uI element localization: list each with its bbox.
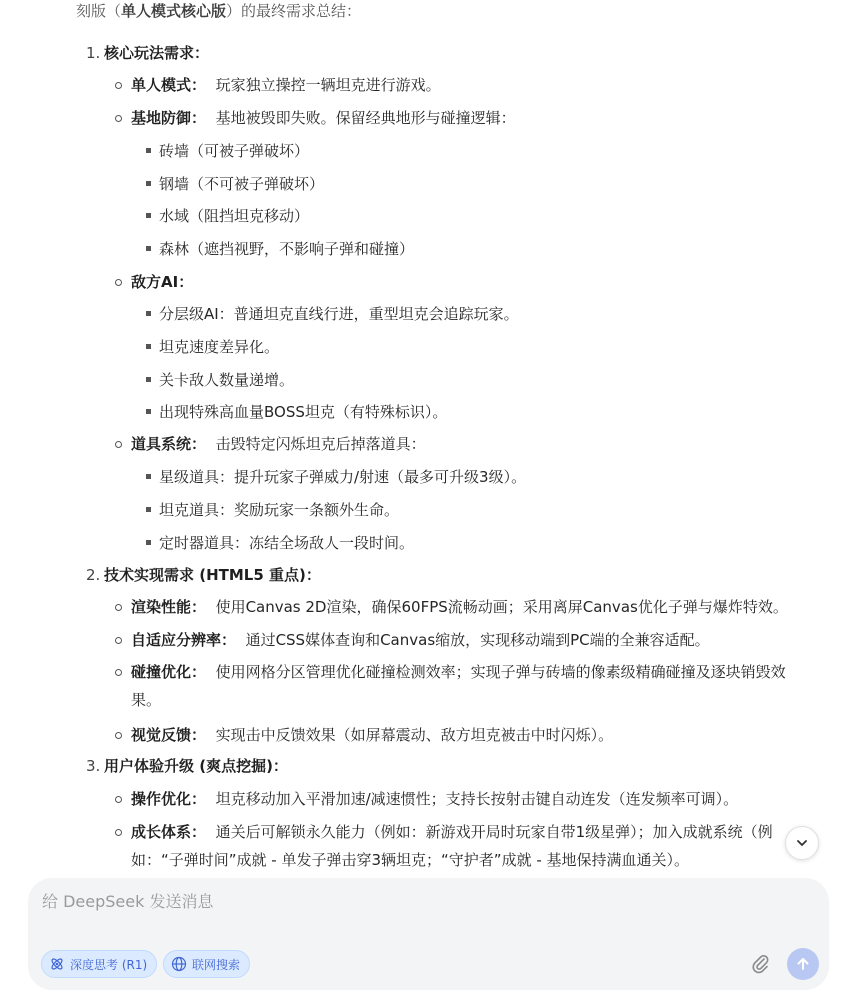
list-item: 坦克道具：奖励玩家一条额外生命。 bbox=[159, 501, 400, 519]
attach-button[interactable] bbox=[748, 952, 772, 976]
square-bullet-icon bbox=[146, 377, 151, 382]
intro-line bbox=[76, 1, 361, 21]
bullet-icon bbox=[115, 669, 122, 676]
bullet-icon bbox=[115, 829, 122, 836]
square-bullet-icon bbox=[146, 246, 151, 251]
square-bullet-icon bbox=[146, 148, 151, 153]
bullet-icon bbox=[115, 82, 122, 89]
list-item: 定时器道具：冻结全场敌人一段时间。 bbox=[159, 534, 415, 552]
intro-suffix: ）的最终需求总结： bbox=[226, 2, 362, 20]
bullet-icon bbox=[115, 796, 122, 803]
list-item: 出现特殊高血量BOSS坦克（有特殊标识）。 bbox=[159, 403, 448, 421]
section-number: 1. bbox=[86, 44, 101, 62]
list-item: 敌方AI： bbox=[131, 273, 194, 291]
list-item: 渲染性能： 使用Canvas 2D渲染，确保60FPS流畅动画；采用离屏Canvas优化子弹与爆炸特效。 bbox=[131, 598, 788, 616]
section-title: 核心玩法需求： bbox=[104, 44, 210, 62]
section-title: 技术实现需求 (HTML5 重点)： bbox=[104, 566, 321, 584]
paperclip-icon bbox=[750, 953, 770, 975]
bullet-icon bbox=[115, 732, 122, 739]
list-item: 分层级AI：普通坦克直线行进，重型坦克会追踪玩家。 bbox=[159, 305, 519, 323]
list-item: 关卡敌人数量递增。 bbox=[159, 371, 295, 389]
section-number: 3. bbox=[86, 757, 101, 775]
message-composer[interactable] bbox=[28, 878, 829, 990]
list-item: 砖墙（可被子弹破坏） bbox=[159, 142, 310, 160]
scroll-to-bottom-button[interactable] bbox=[785, 826, 819, 860]
bullet-icon bbox=[115, 279, 122, 286]
list-item: 水域（阻挡坦克移动） bbox=[159, 207, 310, 225]
list-item: 钢墙（不可被子弹破坏） bbox=[159, 175, 325, 193]
section-title: 用户体验升级 (爽点挖掘)： bbox=[104, 757, 288, 775]
message-input[interactable]: 给 DeepSeek 发送消息 bbox=[42, 892, 214, 911]
web-search-label: 联网搜索 bbox=[192, 957, 241, 972]
intro-prefix: 刻版（ bbox=[76, 2, 122, 20]
section-number: 2. bbox=[86, 566, 101, 584]
deep-think-button[interactable] bbox=[41, 950, 157, 978]
list-item: 碰撞优化： 使用网格分区管理优化碰撞检测效率；实现子弹与砖墙的像素级精确碰撞及逐块销毁效 bbox=[131, 663, 786, 681]
square-bullet-icon bbox=[146, 409, 151, 414]
list-item: 星级道具：提升玩家子弹威力/射速（最多可升级3级）。 bbox=[159, 468, 527, 486]
square-bullet-icon bbox=[146, 474, 151, 479]
chevron-down-icon bbox=[795, 836, 809, 850]
intro-bold: 单人模式核心版 bbox=[121, 2, 227, 20]
square-bullet-icon bbox=[146, 213, 151, 218]
list-item: 视觉反馈： 实现击中反馈效果（如屏幕震动、敌方坦克被击中时闪烁）。 bbox=[131, 726, 614, 744]
bullet-icon bbox=[115, 637, 122, 644]
deep-think-label: 深度思考 (R1) bbox=[70, 957, 148, 972]
square-bullet-icon bbox=[146, 540, 151, 545]
list-item: 自适应分辨率： 通过CSS媒体查询和Canvas缩放，实现移动端到PC端的全兼容适配。 bbox=[131, 631, 710, 649]
bullet-icon bbox=[115, 441, 122, 448]
list-item-continuation: 如：“子弹时间”成就 - 单发子弹击穿3辆坦克；“守护者”成就 - 基地保持满血通关）。 bbox=[131, 851, 690, 869]
bullet-icon bbox=[115, 115, 122, 122]
list-item: 成长体系： 通关后可解锁永久能力（例如：新游戏开局时玩家自带1级星弹）；加入成就系统（例 bbox=[131, 823, 773, 841]
arrow-up-icon bbox=[795, 956, 811, 972]
square-bullet-icon bbox=[146, 507, 151, 512]
web-search-button[interactable] bbox=[163, 950, 250, 978]
list-item: 单人模式： 玩家独立操控一辆坦克进行游戏。 bbox=[131, 76, 441, 94]
atom-icon bbox=[49, 956, 65, 972]
list-item-continuation: 果。 bbox=[131, 691, 162, 709]
send-button[interactable] bbox=[787, 948, 819, 980]
list-item: 森林（遮挡视野，不影响子弹和碰撞） bbox=[159, 240, 415, 258]
list-item: 基地防御： 基地被毁即失败。保留经典地形与碰撞逻辑： bbox=[131, 109, 516, 127]
square-bullet-icon bbox=[146, 344, 151, 349]
list-item: 道具系统： 击毁特定闪烁坦克后掉落道具： bbox=[131, 435, 426, 453]
list-item: 坦克速度差异化。 bbox=[159, 338, 280, 356]
square-bullet-icon bbox=[146, 181, 151, 186]
globe-icon bbox=[171, 956, 187, 972]
list-item: 操作优化： 坦克移动加入平滑加速/减速惯性；支持长按射击键自动连发（连发频率可调）。 bbox=[131, 790, 739, 808]
bullet-icon bbox=[115, 604, 122, 611]
square-bullet-icon bbox=[146, 311, 151, 316]
